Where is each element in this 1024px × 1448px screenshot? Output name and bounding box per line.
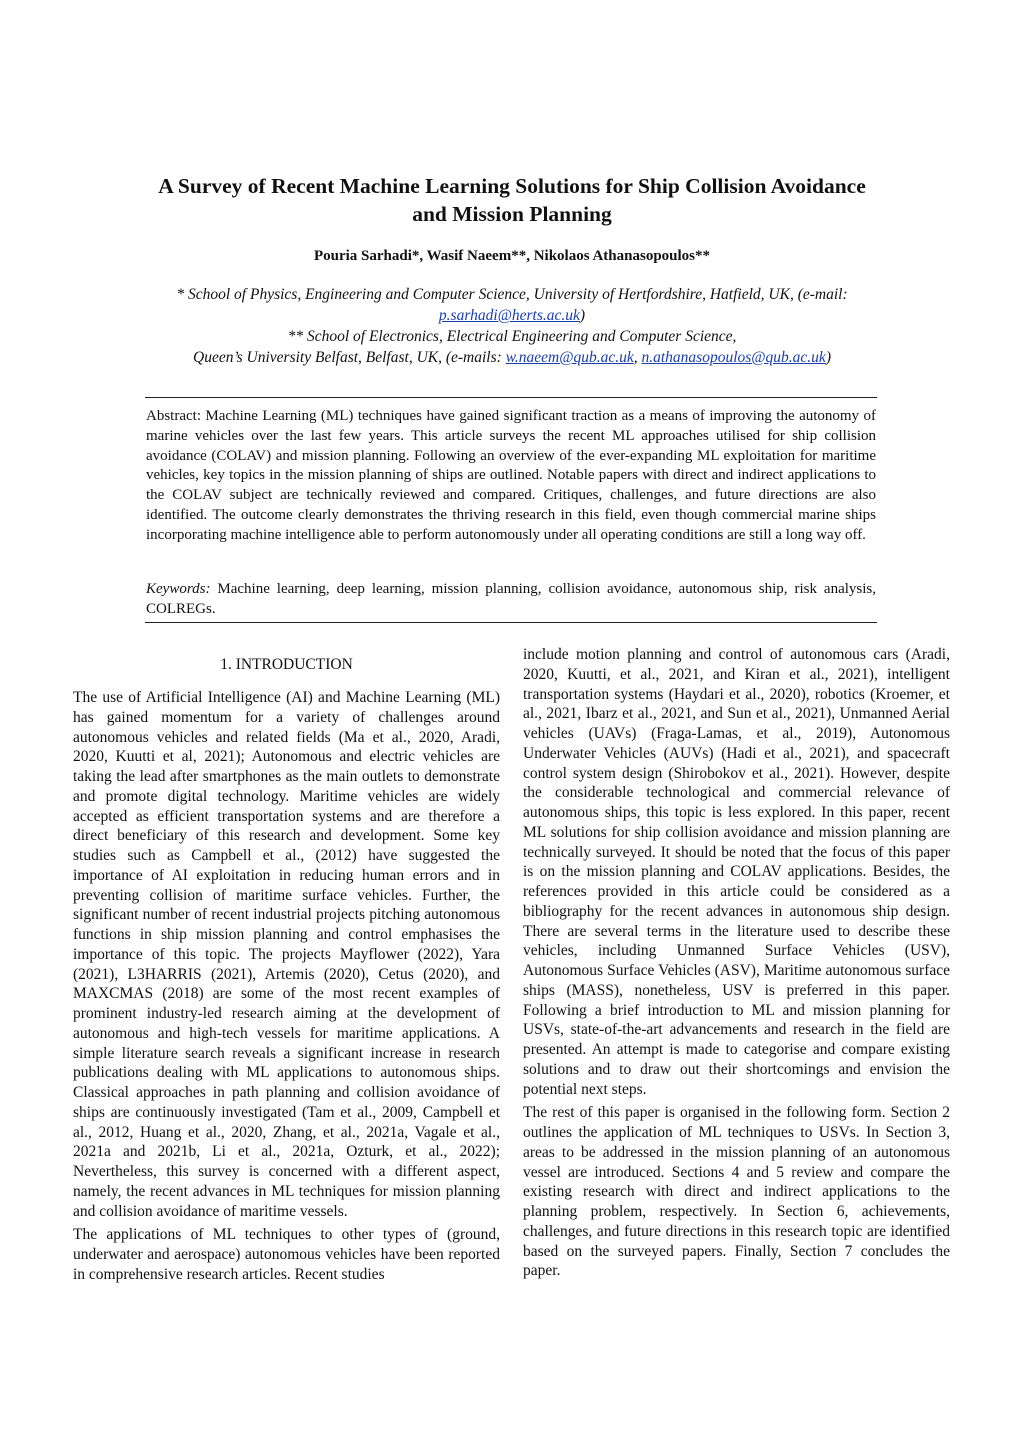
affiliation-1	[100, 284, 924, 326]
right-column	[523, 645, 950, 1285]
keywords-label: Keywords:	[146, 581, 211, 597]
affiliation-2: ** School of Electronics, Electrical Engineering and Computer Science,	[287, 328, 737, 345]
title-line-2: and Mission Planning	[412, 202, 612, 226]
title-line-1: A Survey of Recent Machine Learning Solutions for Ship Collision Avoidance	[158, 174, 866, 198]
paper-title	[70, 172, 954, 228]
email-link-athanasopoulos[interactable]: n.athanasopoulos@qub.ac.uk	[641, 349, 826, 366]
affiliation-1-close: )	[579, 307, 586, 324]
author-list: Pouria Sarhadi*, Wasif Naeem**, Nikolaos Athanasopoulos**	[313, 248, 711, 264]
abstract-top-rule	[145, 397, 877, 398]
email-link-sarhadi[interactable]: p.sarhadi@herts.ac.uk	[438, 307, 580, 324]
section-heading-introduction: 1. INTRODUCTION	[220, 656, 353, 673]
affiliation-1-text: * School of Physics, Engineering and Computer Science, University of Hertfordshire, Hatfield, UK, (e-mail:	[176, 286, 848, 303]
email-link-naeem[interactable]: w.naeem@qub.ac.uk	[505, 349, 634, 366]
affiliation-3-sep: ,	[633, 349, 642, 366]
affiliation-3-close: )	[825, 349, 831, 366]
intro-paragraph-4: The rest of this paper is organised in the following form. Section 2 outlines the application of ML techniques to USVs. In Section 3, areas to be addressed in the mission planning of an autonomous vessel are introduced. Sections 4 and 5 review and compare the existing research with direct and indirect applications to the planning problem, respectively. In Section 6, achievements, challenges, and future directions in this research topic are identified based on the surveyed papers. Finally, Section 7 concludes the paper.	[523, 1104, 950, 1280]
intro-paragraph-2: The applications of ML techniques to other types of (ground, underwater and aerospace) autonomous vehicles have been reported in comprehensive research articles. Recent studies	[73, 1226, 500, 1283]
affiliations	[100, 284, 924, 368]
keywords	[146, 580, 876, 620]
affiliation-3	[100, 347, 924, 368]
abstract-bottom-rule	[145, 622, 877, 623]
affiliation-3-text: Queen’s University Belfast, Belfast, UK, (e-mails:	[193, 349, 506, 366]
intro-paragraph-1: The use of Artificial Intelligence (AI) and Machine Learning (ML) has gained momentum for a variety of challenges around autonomous vehicles and related fields (Ma et al., 2020, Aradi, 2020, Kuutti et al, 2021); Autonomous and electric vehicles are taking the lead after smartphones as the main outlets to demonstrate and promote digital technology. Maritime vehicles are widely accepted as efficient transportation systems and are therefore a direct beneficiary of this research and development. Some key studies such as Campbell et al., (2012) have suggested the importance of AI exploitation in reducing human errors and in preventing collision of maritime surface vehicles. Further, the significant number of recent industrial projects pitching autonomous functions in ship mission planning and control emphasises the importance of this topic. The projects Mayflower (2022), Yara (2021), L3HARRIS (2021), Artemis (2020), Cetus (2020), and MAXCMAS (2018) are some of the most recent examples of prominent industry-led research aiming at the development of autonomous and high-tech vessels for maritime applications. A simple literature search reveals a significant increase in research publications dealing with ML applications to autonomous ships. Classical approaches in path planning and collision avoidance of ships are continuously investigated (Tam et al., 2009, Campbell et al., 2012, Huang et al., 2020, Zhang, et al., 2021a, Vagale et al., 2021a and 2021b, Li et al., 2021a, Ozturk, et al., 2022); Nevertheless, this survey is concerned with a different aspect, namely, the recent advances in ML techniques for mission planning and collision avoidance of maritime vessels.	[73, 689, 500, 1220]
left-column	[73, 688, 500, 1289]
intro-paragraph-3: include motion planning and control of autonomous cars (Aradi, 2020, Kuutti, et al., 2021, and Kiran et al., 2021), intelligent transportation systems (Haydari et al., 2020), robotics (Kroemer, et al., 2021, Ibarz et al., 2021, and Sun et al., 2021), Unmanned Aerial vehicles (UAVs) (Fraga-Lamas, et al., 2019), Autonomous Underwater Vehicles (AUVs) (Hadi et al., 2021), and spacecraft control system design (Shirobokov et al., 2021). However, despite the considerable technological and commercial relevance of autonomous ships, this topic is less explored. In this paper, recent ML solutions for ship collision avoidance and mission planning are technically surveyed. It should be noted that the focus of this paper is on the mission planning and COLAV applications. Besides, the references provided in this article could be considered as a bibliography for the recent advances in autonomous ship design. There are several terms in the literature used to describe these vehicles, including Unmanned Surface Vehicles (USV), Autonomous Surface Vehicles (ASV), Maritime autonomous surface ships (MASS), nonetheless, USV is preferred in this paper. Following a brief introduction to ML and mission planning for USVs, state-of-the-art advancements and research in the field are presented. An attempt is made to categorise and compare existing solutions and to draw out their shortcomings and envision the potential next steps.	[523, 646, 950, 1098]
abstract: Abstract: Machine Learning (ML) techniques have gained significant traction as a means of improving the autonomy of marine vehicles over the last few years. This article surveys the recent ML approaches utilised for ship collision avoidance (COLAV) and mission planning. Following an overview of the ever-expanding ML exploitation for maritime vehicles, key topics in the mission planning of ships are outlined. Notable papers with direct and indirect applications to the COLAV subject are technically reviewed and compared. Critiques, challenges, and future directions are also identified. The outcome clearly demonstrates the thriving research in this field, even though commercial marine ships incorporating machine intelligence able to perform autonomously under all operating conditions are still a long way off.	[146, 408, 876, 543]
keywords-text: Machine learning, deep learning, mission planning, collision avoidance, autonomous ship, risk analysis, COLREGs.	[146, 581, 876, 617]
